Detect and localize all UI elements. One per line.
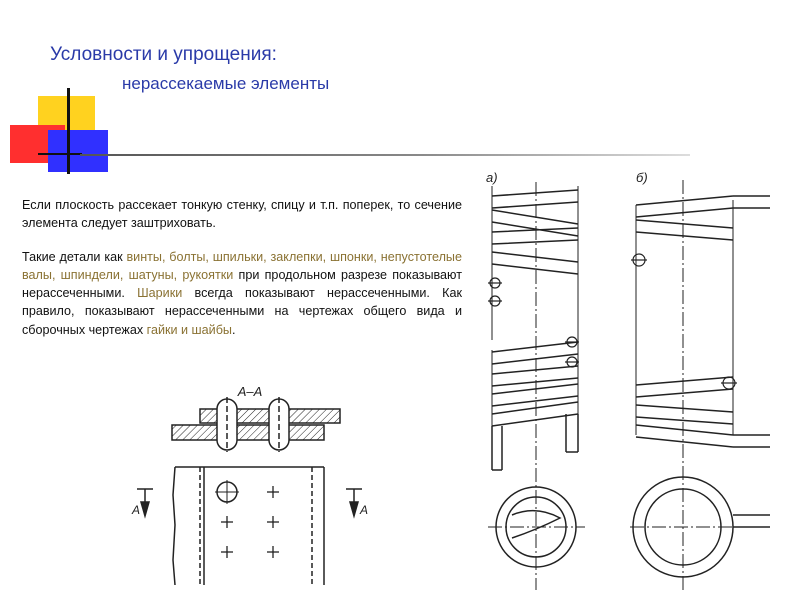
arrow-label-left: А <box>132 503 141 517</box>
spring-a-wire-sections <box>488 278 579 367</box>
highlight-balls: Шарики <box>137 286 183 301</box>
highlight-fasteners: винты, болты, шпильки, заклепки, шпонки, непустотелые валы, шпиндели, шатуны, рукоятки <box>22 249 462 282</box>
spring-b-end-view <box>630 477 770 577</box>
spring-a-label: а) <box>486 170 498 185</box>
paragraph-2-text-1: Такие детали как <box>22 249 127 264</box>
section-plates <box>172 409 340 440</box>
highlight-nuts-washers: гайки и шайбы <box>146 322 232 337</box>
spring-a-coils-bottom <box>492 340 578 470</box>
arrow-label-right: А <box>360 503 369 517</box>
spring-b-label: б) <box>636 170 648 185</box>
paragraph-2-text-3: всегда показывают нерассеченными. Как правило, показывают нерассеченными на чертежах общего вида и сборочных чертежах <box>22 286 462 337</box>
slide-subtitle: нерассекаемые элементы <box>122 74 330 93</box>
paragraph-2-text-4: . <box>231 322 236 337</box>
slide-title: Условности и упрощения: <box>50 44 277 65</box>
paragraph-1: Если плоскость рассекает тонкую стенку, спицу и т.п. поперек, то сечение элемента следует заштриховать. <box>22 198 462 231</box>
spring-a-coils-top <box>492 190 578 274</box>
rivet-joint-drawing <box>131 384 368 585</box>
paragraph-2-text-2: при продольном разрезе показывают нерассеченными. <box>22 267 462 301</box>
spring-b-coils-bottom <box>636 377 770 447</box>
spring-b-wire-sections <box>631 254 737 389</box>
spring-b-drawing <box>630 170 770 590</box>
section-label: А–А <box>237 384 263 399</box>
spring-a-drawing <box>486 170 585 590</box>
plan-view <box>173 467 324 585</box>
spring-b-coils-top <box>636 196 770 240</box>
